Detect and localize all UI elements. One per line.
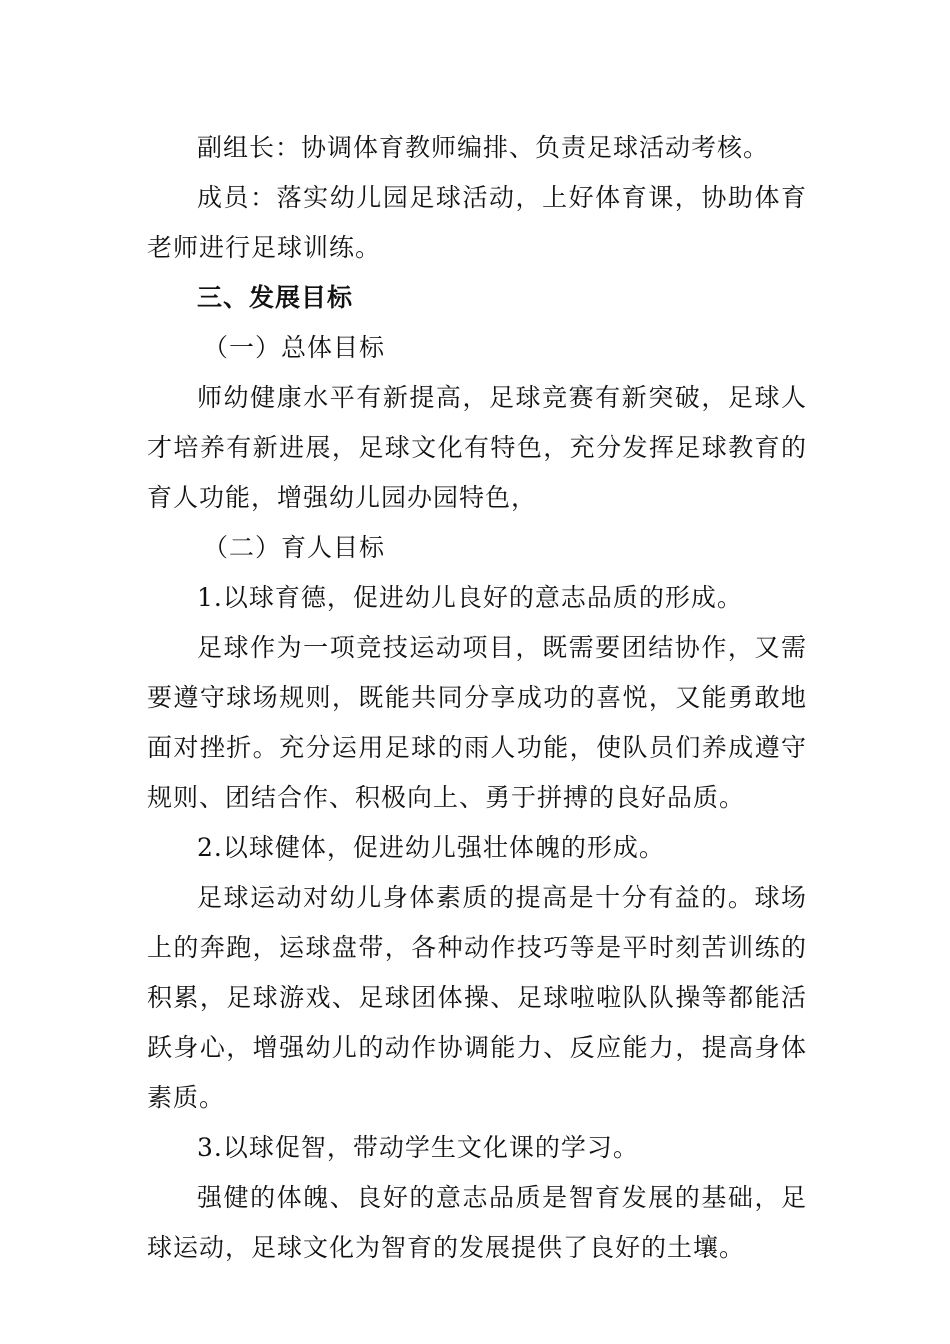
paragraph-goal-3-body: 强健的体魄、良好的意志品质是智育发展的基础，足球运动，足球文化为智育的发展提供了良好的土壤。 (147, 1183, 807, 1262)
subheading-education-goals: （二）育人目标 (203, 533, 386, 562)
subheading-overall-goals: （一）总体目标 (203, 333, 386, 362)
section-heading-development-goals: 三、发展目标 (197, 283, 354, 312)
paragraph-goal-1-body: 足球作为一项竞技运动项目，既需要团结协作，又需要遵守球场规则，既能共同分享成功的喜悦，又能勇敢地面对挫折。充分运用足球的雨人功能，使队员们养成遵守规则、团结合作、积极向上、勇于拼搏的良好品质。 (147, 633, 807, 812)
paragraph-goal-3-title: 3.以球促智，带动学生文化课的学习。 (197, 1133, 639, 1162)
paragraph-goal-1-title: 1.以球育德，促进幼儿良好的意志品质的形成。 (197, 583, 743, 612)
paragraph-overall-goals: 师幼健康水平有新提高，足球竞赛有新突破，足球人才培养有新进展，足球文化有特色，充分发挥足球教育的育人功能，增强幼儿园办园特色， (147, 383, 807, 512)
paragraph-goal-2-body: 足球运动对幼儿身体素质的提高是十分有益的。球场上的奔跑，运球盘带，各种动作技巧等是平时刻苦训练的积累，足球游戏、足球团体操、足球啦啦队队操等都能活跃身心，增强幼儿的动作协调能力、反应能力，提高身体素质。 (147, 883, 807, 1112)
paragraph-members: 成员：落实幼儿园足球活动，上好体育课，协助体育老师进行足球训练。 (147, 183, 807, 262)
paragraph-vice-leader: 副组长：协调体育教师编排、负责足球活动考核。 (197, 133, 770, 162)
document-body (147, 123, 807, 1273)
paragraph-goal-2-title: 2.以球健体，促进幼儿强壮体魄的形成。 (197, 833, 665, 862)
